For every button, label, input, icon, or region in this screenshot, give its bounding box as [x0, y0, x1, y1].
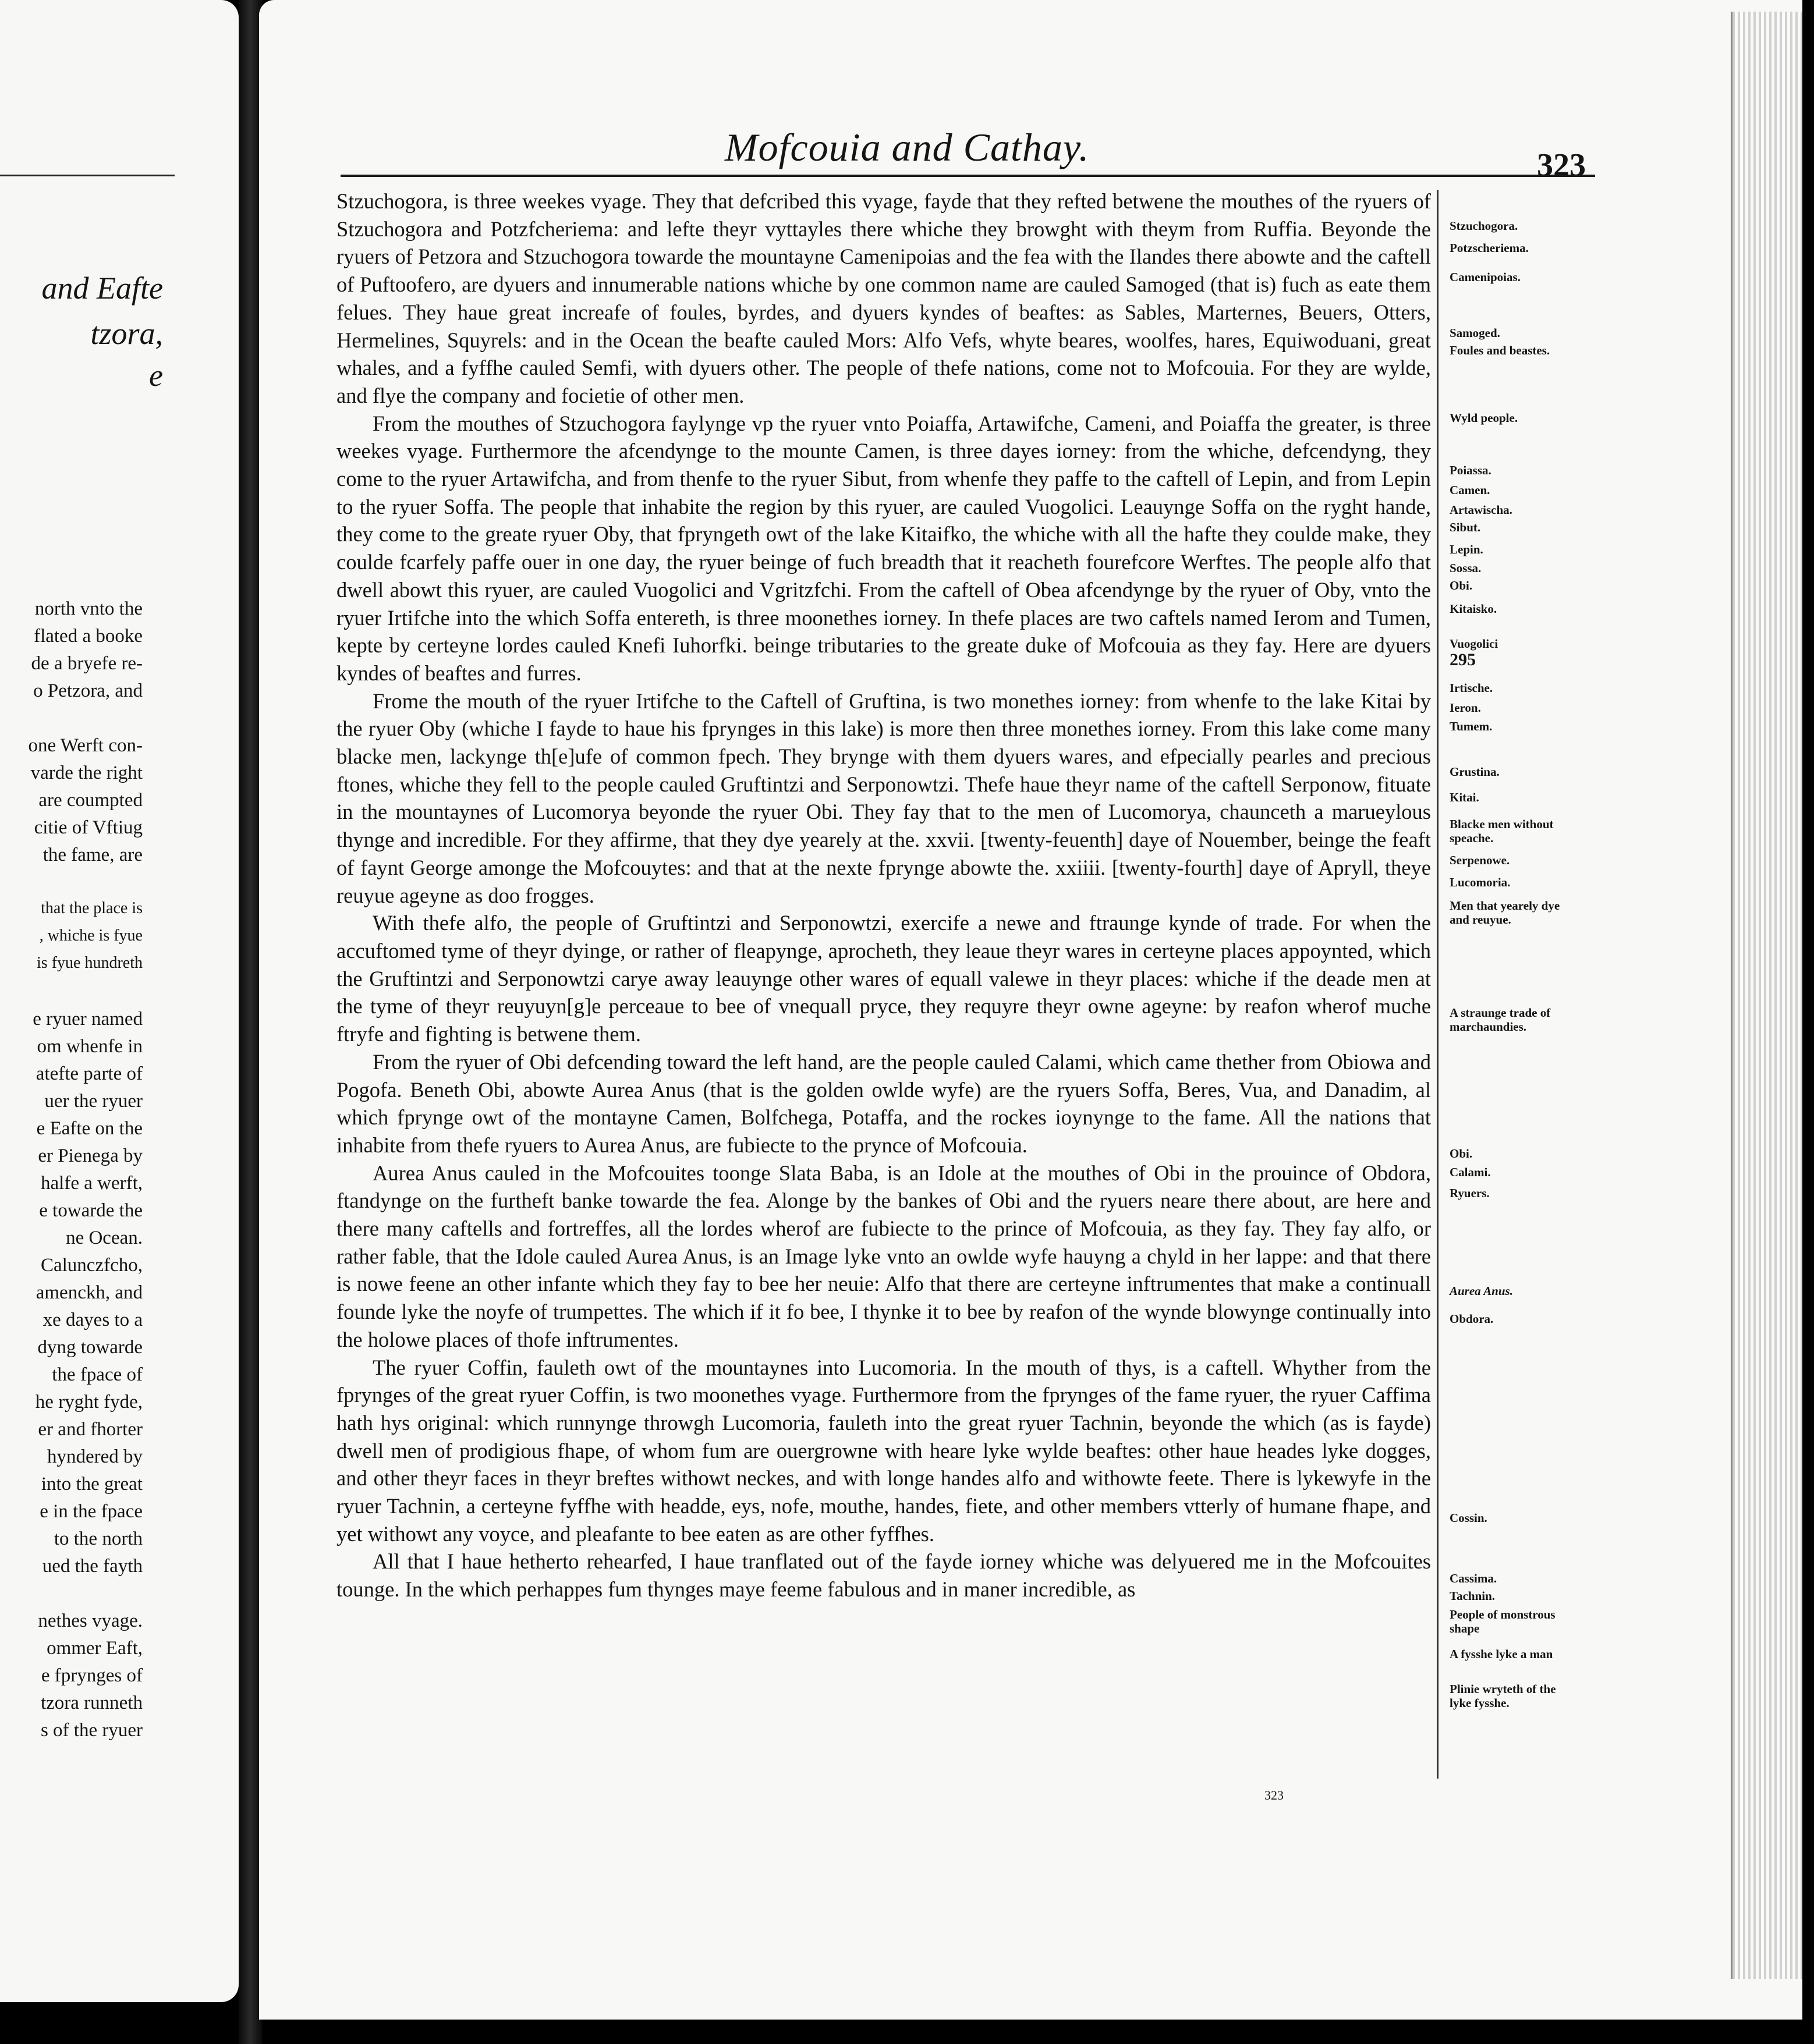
left-text-line: halfe a werft, [41, 1173, 143, 1194]
margin-rule [1437, 190, 1439, 1779]
margin-note: Blacke men without speache. [1450, 817, 1554, 845]
margin-note: Stzuchogora. [1450, 219, 1518, 233]
margin-note: Cossin. [1450, 1511, 1487, 1525]
margin-note: Obi. [1450, 579, 1473, 592]
left-page-fragment [0, 0, 239, 2002]
left-text-line: ued the fayth [42, 1556, 143, 1577]
paragraph: The ryuer Coffin, fauleth owt of the mountaynes into Lucomoria. In the mouth of thys, is a caftell. Whyther from the fprynges of the great ryuer Coffin, is two moonethes vyage. Furthermore from the fprynges of the fame ryuer, the ryuer Caffima hath hys original: which runnynge throwgh Lucomoria, fauleth into the great ryuer Tachnin, beyonde the which (as is fayde) dwell men of prodigious fhape, of whom fum are ouergrowne with heare lyke wylde beaftes: other haue heades lyke dogges, and other theyr faces in theyr breftes withowt neckes, and with longe handes alfo and withowte feete. There is lykewyfe in the ryuer Tachnin, a certeyne fyffhe with headde, eys, nofe, mouthe, handes, fiete, and other members vtterly of humane fhape, and yet withowt any voyce, and pleafante to bee eaten as are other fyffhes. [336, 1355, 1431, 1546]
left-heading-line: tzora, [90, 316, 163, 351]
left-text-line: om whenfe in [37, 1036, 143, 1057]
margin-note: Lepin. [1450, 542, 1483, 556]
left-text-line: amenckh, and [36, 1282, 143, 1303]
margin-note: Wyld people. [1450, 411, 1518, 425]
page-number: 323 [1537, 147, 1586, 183]
left-text-line: e ryuer named [33, 1009, 143, 1030]
margin-note: Potzscheriema. [1450, 241, 1529, 255]
left-text-line: dyng towarde [37, 1337, 143, 1358]
margin-note: Calami. [1450, 1165, 1491, 1179]
running-title: Mofcouia and Cathay. [725, 125, 1090, 169]
left-text-line: one Werft con- [28, 735, 143, 756]
margin-note: Camen. [1450, 483, 1490, 497]
margin-note: Obi. [1450, 1147, 1473, 1161]
main-text-block [336, 187, 1431, 1603]
margin-note: Cassima. [1450, 1571, 1497, 1585]
left-text-line: er Pienega by [38, 1145, 143, 1166]
left-text-line: the fpace of [52, 1364, 143, 1385]
paragraph: Aurea Anus cauled in the Mofcouites toonge Slata Baba, is an Idole at the mouthes of Obi in the prouince of Obdora, ftandynge on the furtheft banke towarde the fea. Alonge by the bankes of Obi and the ryuers neare there about, are here and there many caftells and fortreffes, all the lordes wherof are fubiecte to the prince of Mofcouia, as they fay. They fay alfo, or rather fable, that the Idole cauled Aurea Anus, is an Image lyke vnto an owlde wyfe hauyng a chyld in her lappe: and that there is nowe feene an other infante which they fay to bee her neuie: Alfo that there are certeyne inftrumentes that make a continuall founde lyke the noyfe of trumpettes. The which if it fo bee, I thynke it to bee by reafon of the wynde blowynge continually into the holowe places of thofe inftrumentes. [336, 1161, 1431, 1351]
paragraph: All that I haue hetherto rehearfed, I haue tranflated out of the fayde iorney whiche was delyuered me in the Mofcouites tounge. In the which perhappes fum thynges maye feeme fabulous and in maner incredible, as [336, 1549, 1431, 1602]
margin-note: Ryuers. [1450, 1186, 1490, 1200]
left-text-line: to the north [54, 1528, 143, 1549]
left-text-line: ommer Eaft, [47, 1638, 143, 1659]
margin-note: Sibut. [1450, 520, 1481, 534]
paragraph: Frome the mouth of the ryuer Irtifche to the Caftell of Gruftina, is two monethes iorney: from whenfe to the lake Kitai by the ryuer Oby (whiche I fayde to haue his fprynges in this lake) is more then three monethes iorney. From this lake come many blacke men, lackynge th[e]ufe of common fpech. They brynge with them dyuers wares, and efpecially pearles and precious ftones, whiche they fell to the people cauled Gruftintzi and Serponowtzi. Thefe haue theyr name of the caftell Serponow, fituate in the mountaynes of Lucomorya beyonde the ryuer Obi. They fay that to the men of Lucomorya, chaunceth a marueylous thynge and incredible. For they affirme, that they dye yearely at the. xxvii. [twenty-feuenth] daye of Nouember, beinge the feaft of faynt George amonge the Mofcouytes: and that at the nexte fprynge abowte the. xxiiii. [twenty-fourth] daye of Apryll, theye reuyue ageyne as doo frogges. [336, 689, 1431, 907]
paragraph: With thefe alfo, the people of Gruftintzi and Serponowtzi, exercife a newe and ftraunge kynde of trade. For when the accuftomed tyme of theyr dyinge, or rather of fleapynge, aprocheth, they leaue theyr wares in certeyne places appoynted, which the Gruftintzi and Serponowtzi carye away leauynge other wares of equall valewe in theyr places: whiche if the deade men at the tyme of theyr reuyuyn[g]e perceaue to bee of vnequall pryce, they requyre theyr owne ageyne: by reafon wherof muche ftryfe and fighting is betwene them. [336, 911, 1431, 1046]
page-edges [1731, 12, 1802, 1979]
left-text-line: he ryght fyde, [35, 1392, 143, 1413]
left-text-line: e fprynges of [41, 1665, 143, 1686]
margin-note: Kitai. [1450, 790, 1479, 804]
left-heading-line: e [149, 358, 163, 393]
margin-note: Vuogolici [1450, 637, 1498, 651]
left-text-line: e towarde the [39, 1200, 143, 1221]
margin-note: A straunge trade of marchaundies. [1450, 1006, 1551, 1034]
left-text-line: hyndered by [47, 1446, 143, 1467]
margin-note: Plinie wryteth of the lyke fysshe. [1450, 1682, 1556, 1710]
left-text-line: uer the ryuer [44, 1091, 143, 1112]
margin-note: Tumem. [1450, 719, 1493, 733]
margin-note: Tachnin. [1450, 1589, 1496, 1603]
header-rule [341, 175, 1595, 177]
left-text-line: ne Ocean. [66, 1227, 143, 1248]
margin-note: Aurea Anus. [1450, 1284, 1513, 1298]
left-text-line: , whiche is fyue [39, 927, 143, 945]
left-text-line: tzora runneth [40, 1692, 143, 1713]
margin-note: Kitaisko. [1450, 602, 1497, 616]
margin-note: Lucomoria. [1450, 875, 1511, 889]
left-text-line: s of the ryuer [40, 1720, 143, 1741]
paragraph: From the ryuer of Obi defcending toward the left hand, are the people cauled Calami, which came thether from Obiowa and Pogofa. Beneth Obi, abowte Aurea Anus (that is the golden owlde wyfe) are the ryuers Soffa, Beres, Vua, and Danadim, al which fprynge owt of the montayne Camen, Bolfchega, Potaffa, and the rockes ioynynge to the fame. All the nations that inhabite from thefe ryuers to Aurea Anus, are fubiecte to the prynce of Mofcouia. [336, 1049, 1431, 1157]
paragraph: From the mouthes of Stzuchogora faylynge vp the ryuer vnto Poiaffa, Artawifche, Cameni, and Poiaffa the greater, is three weekes vyage. Furthermore the afcendynge to the mounte Camen, is three dayes iorney: from the whiche, defcendyng, they come to the ryuer Artawifcha, and from thenfe to the ryuer Sibut, from whenfe they paffe to the caftell of Lepin, and from Lepin to the ryuer Soffa. The people that inhabite the region by this ryuer, are cauled Vuogolici. Leauynge Soffa on the ryght hande, they come to the greate ryuer Oby, that fpryngeth owt of the lake Kitaifko, the whiche with all the hafte they coulde make, they coulde fcarfely paffe ouer in one day, the ryuer beinge of fuch breadth that it reacheth fourefcore Werftes. The people alfo that dwell abowt this ryuer, are cauled Vuogolici and Vgritzfchi. From the caftell of Obea afcendynge by the ryuer of Oby, vnto the ryuer Irtifche into the which Soffa entereth, is three moonethes iorney. In thefe places are two caftels named Ierom and Tumen, kepte by certeyne lordes cauled Knefi Iuhorfki. beinge tributaries to the greate duke of Mofcouia as they fay. Here are dyuers kyndes of beaftes and furres. [336, 411, 1431, 685]
margin-note: Ieron. [1450, 701, 1481, 715]
left-text-line: varde the right [30, 762, 143, 783]
left-text-line: into the great [41, 1474, 143, 1495]
margin-note: Serpenowe. [1450, 853, 1510, 867]
left-text-line: nethes vyage. [38, 1610, 143, 1631]
margin-note: Poiassa. [1450, 463, 1491, 477]
margin-note: Artawischa. [1450, 503, 1512, 517]
paragraph: Stzuchogora, is three weekes vyage. They that defcribed this vyage, fayde that they refted betwene the mouthes of the ryuers of Stzuchogora and Potzfcheriema: and lefte theyr vyttayles there whiche they browght with theym from Ruffia. Beyonde the ryuers of Petzora and Stzuchogora towarde the mountayne Camenipoias and the fea with the Ilandes there abowte and the caftell of Puftoofero, are dyuers and innumerable nations whiche by one common name are cauled Samoged (that is) fuch as eate them felues. They haue great increafe of foules, byrdes, and dyuers kyndes of beaftes: as Sables, Marternes, Beuers, Otters, Hermelines, Squyrels: and in the Ocean the beafte cauled Mors: Alfo Vefs, whyte beares, woolfes, hares, Equiwoduani, great whales, and a fyffhe cauled Semfi, with dyuers other. The people of thefe nations, come not to Mofcouia. For they are wylde, and flye the company and focietie of other men. [336, 189, 1431, 407]
left-text-line: e Eafte on the [36, 1118, 143, 1139]
margin-note: A fysshe lyke a man [1450, 1647, 1553, 1661]
margin-note: People of monstrous shape [1450, 1607, 1556, 1635]
left-text-line: e in the fpace [40, 1501, 143, 1522]
margin-note: Camenipoias. [1450, 270, 1521, 284]
left-text-line: is fyue hundreth [37, 954, 143, 972]
left-text-line: er and fhorter [38, 1419, 143, 1440]
book-gutter [239, 0, 262, 2044]
margin-note: Samoged. [1450, 326, 1500, 340]
margin-note: Obdora. [1450, 1312, 1494, 1326]
left-text-line: citie of Vftiug [34, 817, 143, 838]
left-heading-line: and Eafte [41, 271, 163, 306]
left-text-line: de a bryefe re- [31, 653, 143, 674]
left-text-line: north vnto the [34, 598, 143, 619]
margin-note: Grustina. [1450, 765, 1500, 779]
left-header-rule [0, 175, 175, 176]
margin-note-number: 295 [1450, 650, 1476, 669]
footer-page-number: 323 [1264, 1788, 1284, 1802]
margin-note: Men that yearely dye and reuyue. [1450, 899, 1560, 927]
left-text-line: Calunczfcho, [40, 1255, 143, 1276]
left-text-line: that the place is [41, 899, 143, 917]
margin-note: Sossa. [1450, 561, 1482, 575]
left-text-line: o Petzora, and [33, 680, 143, 701]
left-text-line: the fame, are [42, 844, 143, 865]
left-text-line: atefte parte of [36, 1063, 143, 1084]
left-text-line: xe dayes to a [42, 1310, 143, 1330]
margin-note: Irtische. [1450, 681, 1493, 695]
left-text-line: are coumpted [38, 790, 143, 811]
left-text-line: flated a booke [34, 626, 143, 647]
margin-note: Foules and beastes. [1450, 343, 1550, 357]
